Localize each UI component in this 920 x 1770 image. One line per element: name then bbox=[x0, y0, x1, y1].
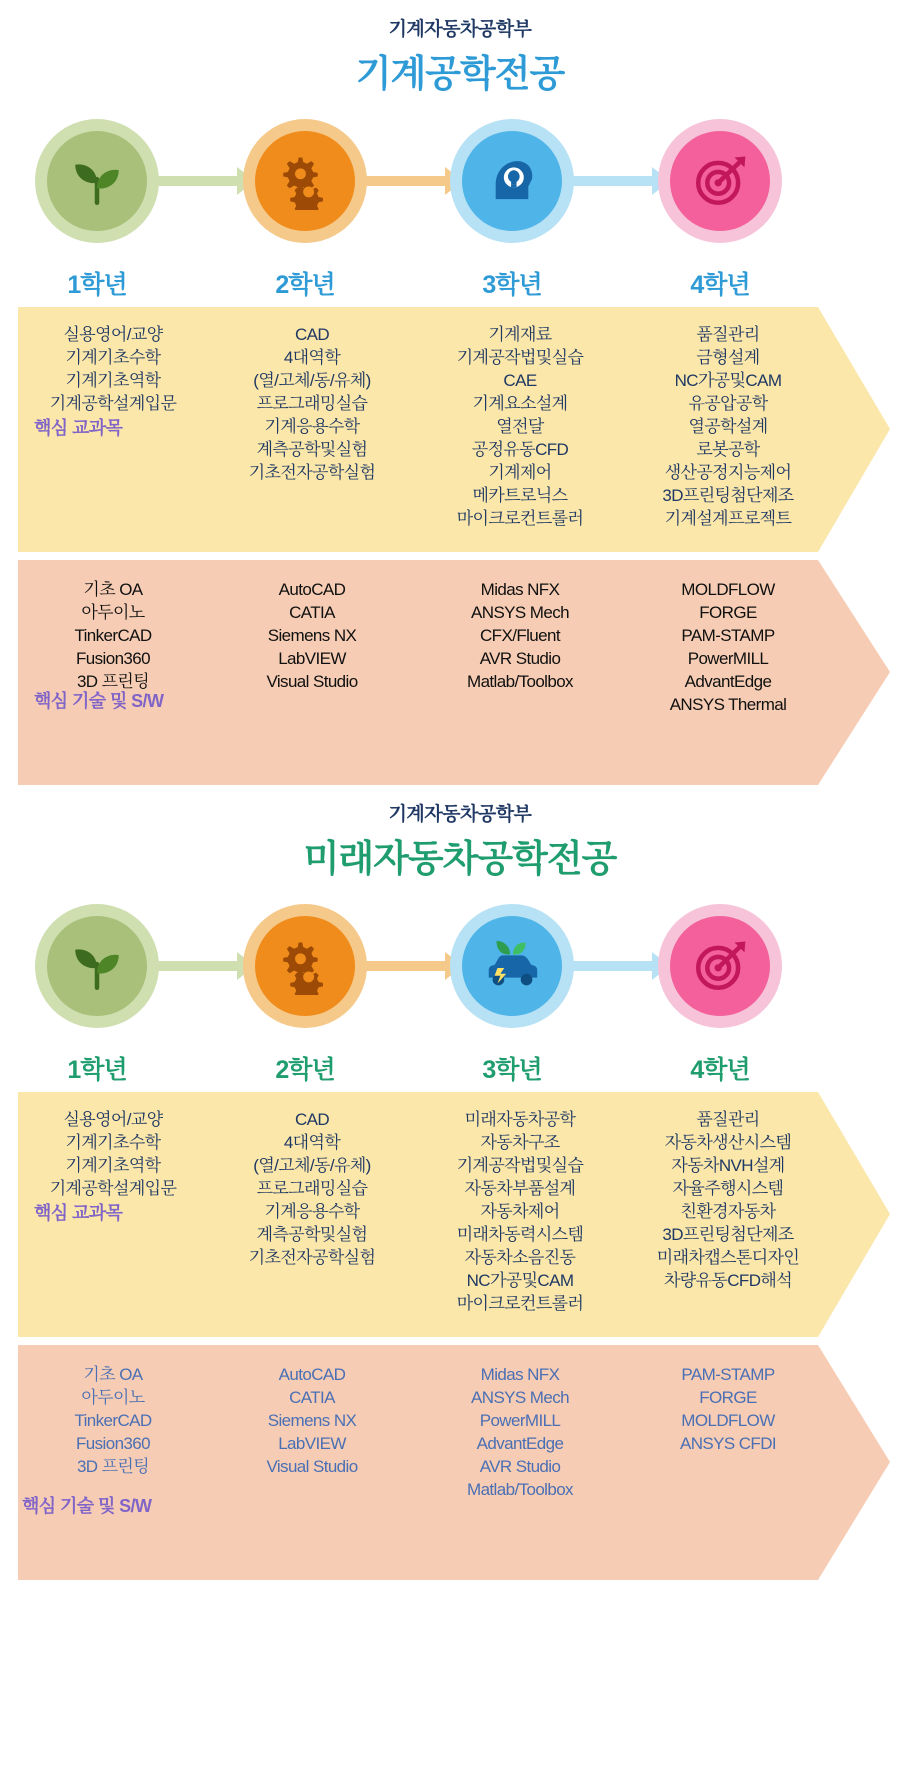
course-item: 4대역학 bbox=[283, 348, 341, 367]
course-item: 실용영어/교양 bbox=[63, 1110, 163, 1129]
course-item: 4대역학 bbox=[283, 1133, 341, 1152]
tool-item: PowerMILL bbox=[479, 1411, 561, 1430]
sprout-icon bbox=[47, 131, 147, 231]
course-item: 품질관리 bbox=[696, 325, 760, 344]
courses-col-year2 bbox=[208, 1108, 416, 1315]
stage-arrow-3-4 bbox=[563, 958, 669, 974]
tool-item: PowerMILL bbox=[687, 649, 769, 668]
stage-circle-year3 bbox=[450, 904, 574, 1028]
tool-item: Matlab/Toolbox bbox=[467, 1480, 573, 1499]
course-item: 기계공작법및실습 bbox=[456, 348, 584, 367]
tool-item: ANSYS Mech bbox=[471, 1388, 569, 1407]
tool-item: Visual Studio bbox=[266, 1457, 358, 1476]
sprout-icon bbox=[47, 916, 147, 1016]
tools-col-year4 bbox=[624, 578, 832, 716]
tool-item: MOLDFLOW bbox=[681, 1411, 775, 1430]
year-label-2: 2학년 bbox=[275, 271, 335, 299]
course-item: 친환경자동차 bbox=[680, 1202, 776, 1221]
tool-item: 기초 OA bbox=[83, 580, 143, 599]
tool-item: Midas NFX bbox=[480, 580, 560, 599]
department-name-2: 기계자동차공학부 bbox=[388, 804, 532, 825]
tools-legend-1: 핵심 기술 및 S/W bbox=[34, 691, 164, 711]
tool-item: TinkerCAD bbox=[74, 1411, 152, 1430]
stage-arrow-3-4 bbox=[563, 173, 669, 189]
course-item: 3D프린팅첨단제조 bbox=[662, 486, 794, 505]
courses-legend-1: 핵심 교과목 bbox=[34, 418, 123, 438]
tools-band-2 bbox=[0, 1345, 920, 1580]
tool-item: LabVIEW bbox=[278, 649, 346, 668]
course-item: 자동차생산시스템 bbox=[664, 1133, 792, 1152]
stage-circle-year1 bbox=[35, 904, 159, 1028]
course-item: 자동차소음진동 bbox=[464, 1248, 576, 1267]
tool-item: Visual Studio bbox=[266, 672, 358, 691]
year-label-2: 2학년 bbox=[275, 1056, 335, 1084]
tools-col-year1 bbox=[0, 1363, 208, 1501]
tool-item: Matlab/Toolbox bbox=[467, 672, 573, 691]
course-item: 기계기초역학 bbox=[65, 371, 161, 390]
major-title-1: 기계공학전공 bbox=[355, 53, 565, 94]
tool-item: 3D 프린팅 bbox=[76, 672, 150, 691]
tools-col-year4 bbox=[624, 1363, 832, 1501]
gears-icon bbox=[255, 916, 355, 1016]
course-item: 공정유동CFD bbox=[471, 440, 569, 459]
department-name-1: 기계자동차공학부 bbox=[388, 19, 532, 40]
courses-col-year4 bbox=[624, 323, 832, 530]
course-item: 열공학설계 bbox=[688, 417, 768, 436]
course-item: 메카트로닉스 bbox=[472, 486, 568, 505]
tool-item: Fusion360 bbox=[76, 649, 150, 668]
stage-arrow-2-3 bbox=[356, 958, 462, 974]
tool-item: 기초 OA bbox=[83, 1365, 143, 1384]
gears-icon bbox=[255, 131, 355, 231]
tools-legend-2: 핵심 기술 및 S/W bbox=[22, 1496, 152, 1516]
head-idea-icon bbox=[462, 131, 562, 231]
course-item: 자동차NVH설계 bbox=[671, 1156, 785, 1175]
year-label-3: 3학년 bbox=[482, 1056, 542, 1084]
year-label-1: 1학년 bbox=[67, 271, 127, 299]
course-item: 기계설계프로젝트 bbox=[664, 509, 792, 528]
tools-col-year3 bbox=[416, 1363, 624, 1501]
major-section-mechanical bbox=[0, 0, 920, 790]
course-item: 프로그래밍실습 bbox=[256, 394, 368, 413]
course-item: 실용영어/교양 bbox=[63, 325, 163, 344]
course-item: 기계제어 bbox=[488, 463, 552, 482]
course-item: NC가공및CAM bbox=[674, 371, 782, 390]
course-item: 기계공작법및실습 bbox=[456, 1156, 584, 1175]
year-labels-row-1 bbox=[0, 265, 920, 299]
course-item: 열전달 bbox=[496, 417, 544, 436]
courses-col-year2 bbox=[208, 323, 416, 530]
tool-item: AdvantEdge bbox=[684, 672, 772, 691]
tool-item: FORGE bbox=[699, 1388, 757, 1407]
stage-icons-row-2 bbox=[0, 896, 920, 1046]
target-icon bbox=[670, 916, 770, 1016]
course-item: 자동차구조 bbox=[480, 1133, 560, 1152]
tool-item: CATIA bbox=[289, 1388, 335, 1407]
course-item: 기계응용수학 bbox=[264, 417, 360, 436]
course-item: 기계공학설계입문 bbox=[49, 394, 177, 413]
major-section-future-automotive bbox=[0, 785, 920, 1770]
year-labels-row-2 bbox=[0, 1050, 920, 1084]
course-item: 유공압공학 bbox=[688, 394, 768, 413]
stage-arrow-2-3 bbox=[356, 173, 462, 189]
courses-col-year3 bbox=[416, 323, 624, 530]
tool-item: LabVIEW bbox=[278, 1434, 346, 1453]
course-item: CAD bbox=[294, 325, 330, 344]
tools-col-year2 bbox=[208, 1363, 416, 1501]
tool-item: 아두이노 bbox=[81, 603, 145, 622]
course-item: 미래차캡스톤디자인 bbox=[656, 1248, 800, 1267]
tool-item: ANSYS Thermal bbox=[669, 695, 787, 714]
course-item: NC가공및CAM bbox=[466, 1271, 574, 1290]
course-item: 자율주행시스템 bbox=[672, 1179, 784, 1198]
course-item: 기계공학설계입문 bbox=[49, 1179, 177, 1198]
year-label-4: 4학년 bbox=[690, 1056, 750, 1084]
course-item: 자동차제어 bbox=[480, 1202, 560, 1221]
course-item: 마이크로컨트롤러 bbox=[456, 1294, 584, 1313]
tool-item: Siemens NX bbox=[267, 1411, 357, 1430]
tool-item: 아두이노 bbox=[81, 1388, 145, 1407]
tool-item: PAM-STAMP bbox=[681, 1365, 775, 1384]
year-label-3: 3학년 bbox=[482, 271, 542, 299]
course-item: 생산공정지능제어 bbox=[664, 463, 792, 482]
courses-band-1 bbox=[0, 307, 920, 552]
tools-col-year2 bbox=[208, 578, 416, 716]
course-item: 계측공학및실험 bbox=[256, 440, 368, 459]
stage-circle-year3 bbox=[450, 119, 574, 243]
course-item: CAE bbox=[503, 371, 537, 390]
course-item: 계측공학및실험 bbox=[256, 1225, 368, 1244]
tool-item: MOLDFLOW bbox=[681, 580, 775, 599]
stage-icons-row-1 bbox=[0, 111, 920, 261]
tool-item: Siemens NX bbox=[267, 626, 357, 645]
tool-item: AVR Studio bbox=[479, 1457, 561, 1476]
courses-col-year3 bbox=[416, 1108, 624, 1315]
stage-circle-year1 bbox=[35, 119, 159, 243]
courses-col-year4 bbox=[624, 1108, 832, 1315]
courses-band-2 bbox=[0, 1092, 920, 1337]
course-item: 프로그래밍실습 bbox=[256, 1179, 368, 1198]
tool-item: CFX/Fluent bbox=[480, 626, 560, 645]
tools-band-1 bbox=[0, 560, 920, 785]
tool-item: CATIA bbox=[289, 603, 335, 622]
tool-item: TinkerCAD bbox=[74, 626, 152, 645]
course-item: 기계기초역학 bbox=[65, 1156, 161, 1175]
course-item: 기초전자공학실험 bbox=[248, 1248, 376, 1267]
tool-item: 3D 프린팅 bbox=[76, 1457, 150, 1476]
course-item: 자동차부품설계 bbox=[464, 1179, 576, 1198]
target-icon bbox=[670, 131, 770, 231]
stage-circle-year4 bbox=[658, 119, 782, 243]
course-item: 기계기초수학 bbox=[65, 1133, 161, 1152]
course-item: 차량유동CFD해석 bbox=[663, 1271, 793, 1290]
tool-item: AVR Studio bbox=[479, 649, 561, 668]
course-item: 기계재료 bbox=[488, 325, 552, 344]
course-item: (열/고체/동/유체) bbox=[253, 1156, 371, 1175]
course-item: 기계요소설계 bbox=[472, 394, 568, 413]
tools-col-year3 bbox=[416, 578, 624, 716]
course-item: (열/고체/동/유체) bbox=[253, 371, 371, 390]
tool-item: Fusion360 bbox=[76, 1434, 150, 1453]
course-item: 마이크로컨트롤러 bbox=[456, 509, 584, 528]
year-label-1: 1학년 bbox=[67, 1056, 127, 1084]
year-label-4: 4학년 bbox=[690, 271, 750, 299]
tool-item: PAM-STAMP bbox=[681, 626, 775, 645]
tool-item: AdvantEdge bbox=[476, 1434, 564, 1453]
stage-circle-year2 bbox=[243, 119, 367, 243]
tool-item: AutoCAD bbox=[278, 1365, 346, 1384]
tool-item: AutoCAD bbox=[278, 580, 346, 599]
major-title-2: 미래자동차공학전공 bbox=[303, 838, 617, 879]
course-item: 3D프린팅첨단제조 bbox=[662, 1225, 794, 1244]
course-item: 품질관리 bbox=[696, 1110, 760, 1129]
stage-arrow-1-2 bbox=[148, 173, 254, 189]
stage-arrow-1-2 bbox=[148, 958, 254, 974]
course-item: 기초전자공학실험 bbox=[248, 463, 376, 482]
course-item: 기계응용수학 bbox=[264, 1202, 360, 1221]
tool-item: FORGE bbox=[699, 603, 757, 622]
eco-car-icon bbox=[462, 916, 562, 1016]
stage-circle-year2 bbox=[243, 904, 367, 1028]
course-item: 기계기초수학 bbox=[65, 348, 161, 367]
tool-item: ANSYS CFDI bbox=[679, 1434, 777, 1453]
courses-legend-2: 핵심 교과목 bbox=[34, 1203, 123, 1223]
stage-circle-year4 bbox=[658, 904, 782, 1028]
course-item: CAD bbox=[294, 1110, 330, 1129]
course-item: 미래자동차공학 bbox=[464, 1110, 576, 1129]
course-item: 금형설계 bbox=[696, 348, 760, 367]
course-item: 로봇공학 bbox=[696, 440, 760, 459]
tool-item: ANSYS Mech bbox=[471, 603, 569, 622]
course-item: 미래차동력시스템 bbox=[456, 1225, 584, 1244]
tool-item: Midas NFX bbox=[480, 1365, 560, 1384]
